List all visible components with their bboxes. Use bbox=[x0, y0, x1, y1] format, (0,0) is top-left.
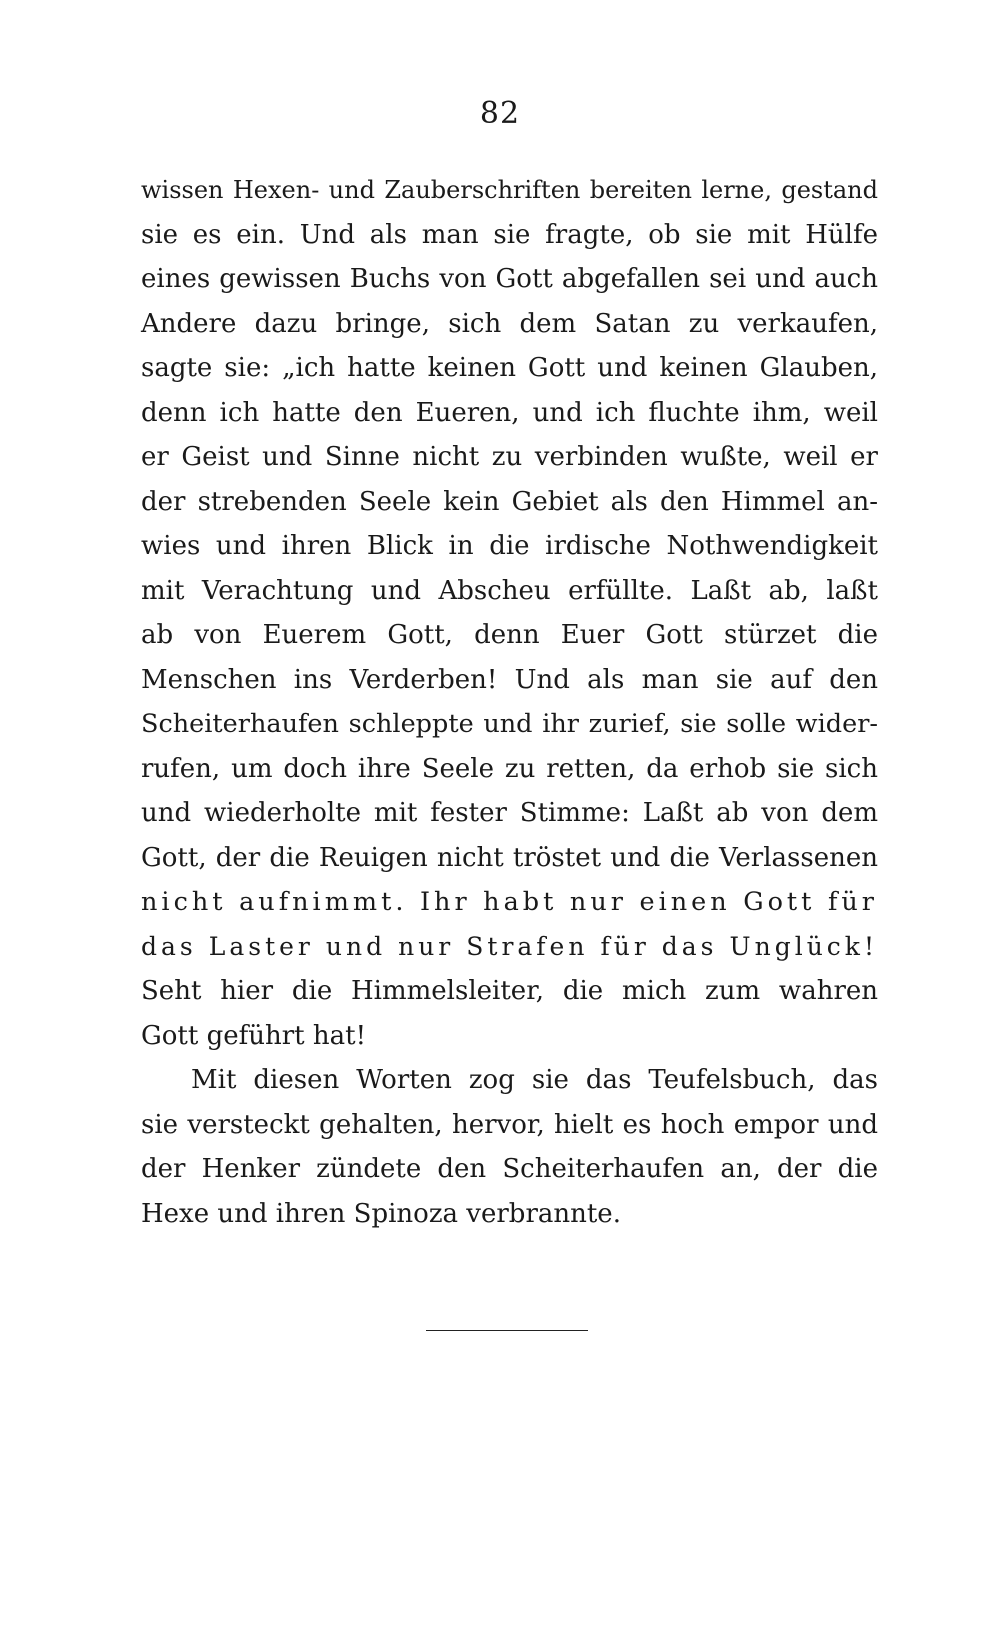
body-text bbox=[141, 168, 878, 1236]
text-line: Hexe und ihren Spinoza verbrannte. bbox=[141, 1198, 621, 1229]
text-line: mit Verachtung und Abscheu erfüllte. Laßt ab, laßt bbox=[141, 575, 878, 606]
text-line: sie es ein. Und als man sie fragte, ob sie mit Hülfe bbox=[141, 219, 878, 250]
text-line: rufen, um doch ihre Seele zu retten, da erhob sie sich bbox=[141, 753, 878, 784]
text-line: nicht aufnimmt. Ihr habt nur einen Gott für bbox=[141, 887, 878, 917]
text-line: wies und ihren Blick in die irdische Nothwendigkeit bbox=[141, 531, 878, 561]
text-line: wissen Hexen- und Zauberschriften bereiten lerne, gestand bbox=[141, 176, 878, 204]
text-line: Andere dazu bringe, sich dem Satan zu verkaufen, bbox=[141, 308, 878, 339]
page-number: 82 bbox=[479, 96, 521, 131]
text-line: sie versteckt gehalten, hervor, hielt es hoch empor und bbox=[141, 1109, 878, 1140]
text-line: und wiederholte mit fester Stimme: Laßt ab von dem bbox=[141, 798, 878, 828]
text-line: Gott, der die Reuigen nicht tröstet und die Verlassenen bbox=[141, 842, 878, 873]
text-line: der Henker zündete den Scheiterhaufen an, der die bbox=[141, 1154, 878, 1184]
text-line: Mit diesen Worten zog sie das Teufelsbuch, das bbox=[191, 1065, 878, 1095]
text-line: eines gewissen Buchs von Gott abgefallen sei und auch bbox=[141, 264, 878, 294]
end-rule bbox=[426, 1330, 588, 1331]
text-line: er Geist und Sinne nicht zu verbinden wußte, weil er bbox=[141, 442, 878, 472]
text-line: Gott geführt hat! bbox=[141, 1020, 367, 1051]
text-line: das Laster und nur Strafen für das Unglück! bbox=[141, 931, 878, 961]
text-line: der strebenden Seele kein Gebiet als den Himmel an- bbox=[141, 486, 878, 517]
text-line: Scheiterhaufen schleppte und ihr zurief, sie solle wider- bbox=[141, 709, 878, 739]
text-line: ab von Euerem Gott, denn Euer Gott stürzet die bbox=[141, 620, 878, 650]
text-line: sagte sie: „ich hatte keinen Gott und keinen Glauben, bbox=[141, 353, 878, 383]
text-line: Menschen ins Verderben! Und als man sie auf den bbox=[141, 664, 878, 695]
text-line: denn ich hatte den Eueren, und ich fluchte ihm, weil bbox=[141, 397, 878, 428]
text-line: Seht hier die Himmelsleiter, die mich zum wahren bbox=[141, 976, 878, 1006]
